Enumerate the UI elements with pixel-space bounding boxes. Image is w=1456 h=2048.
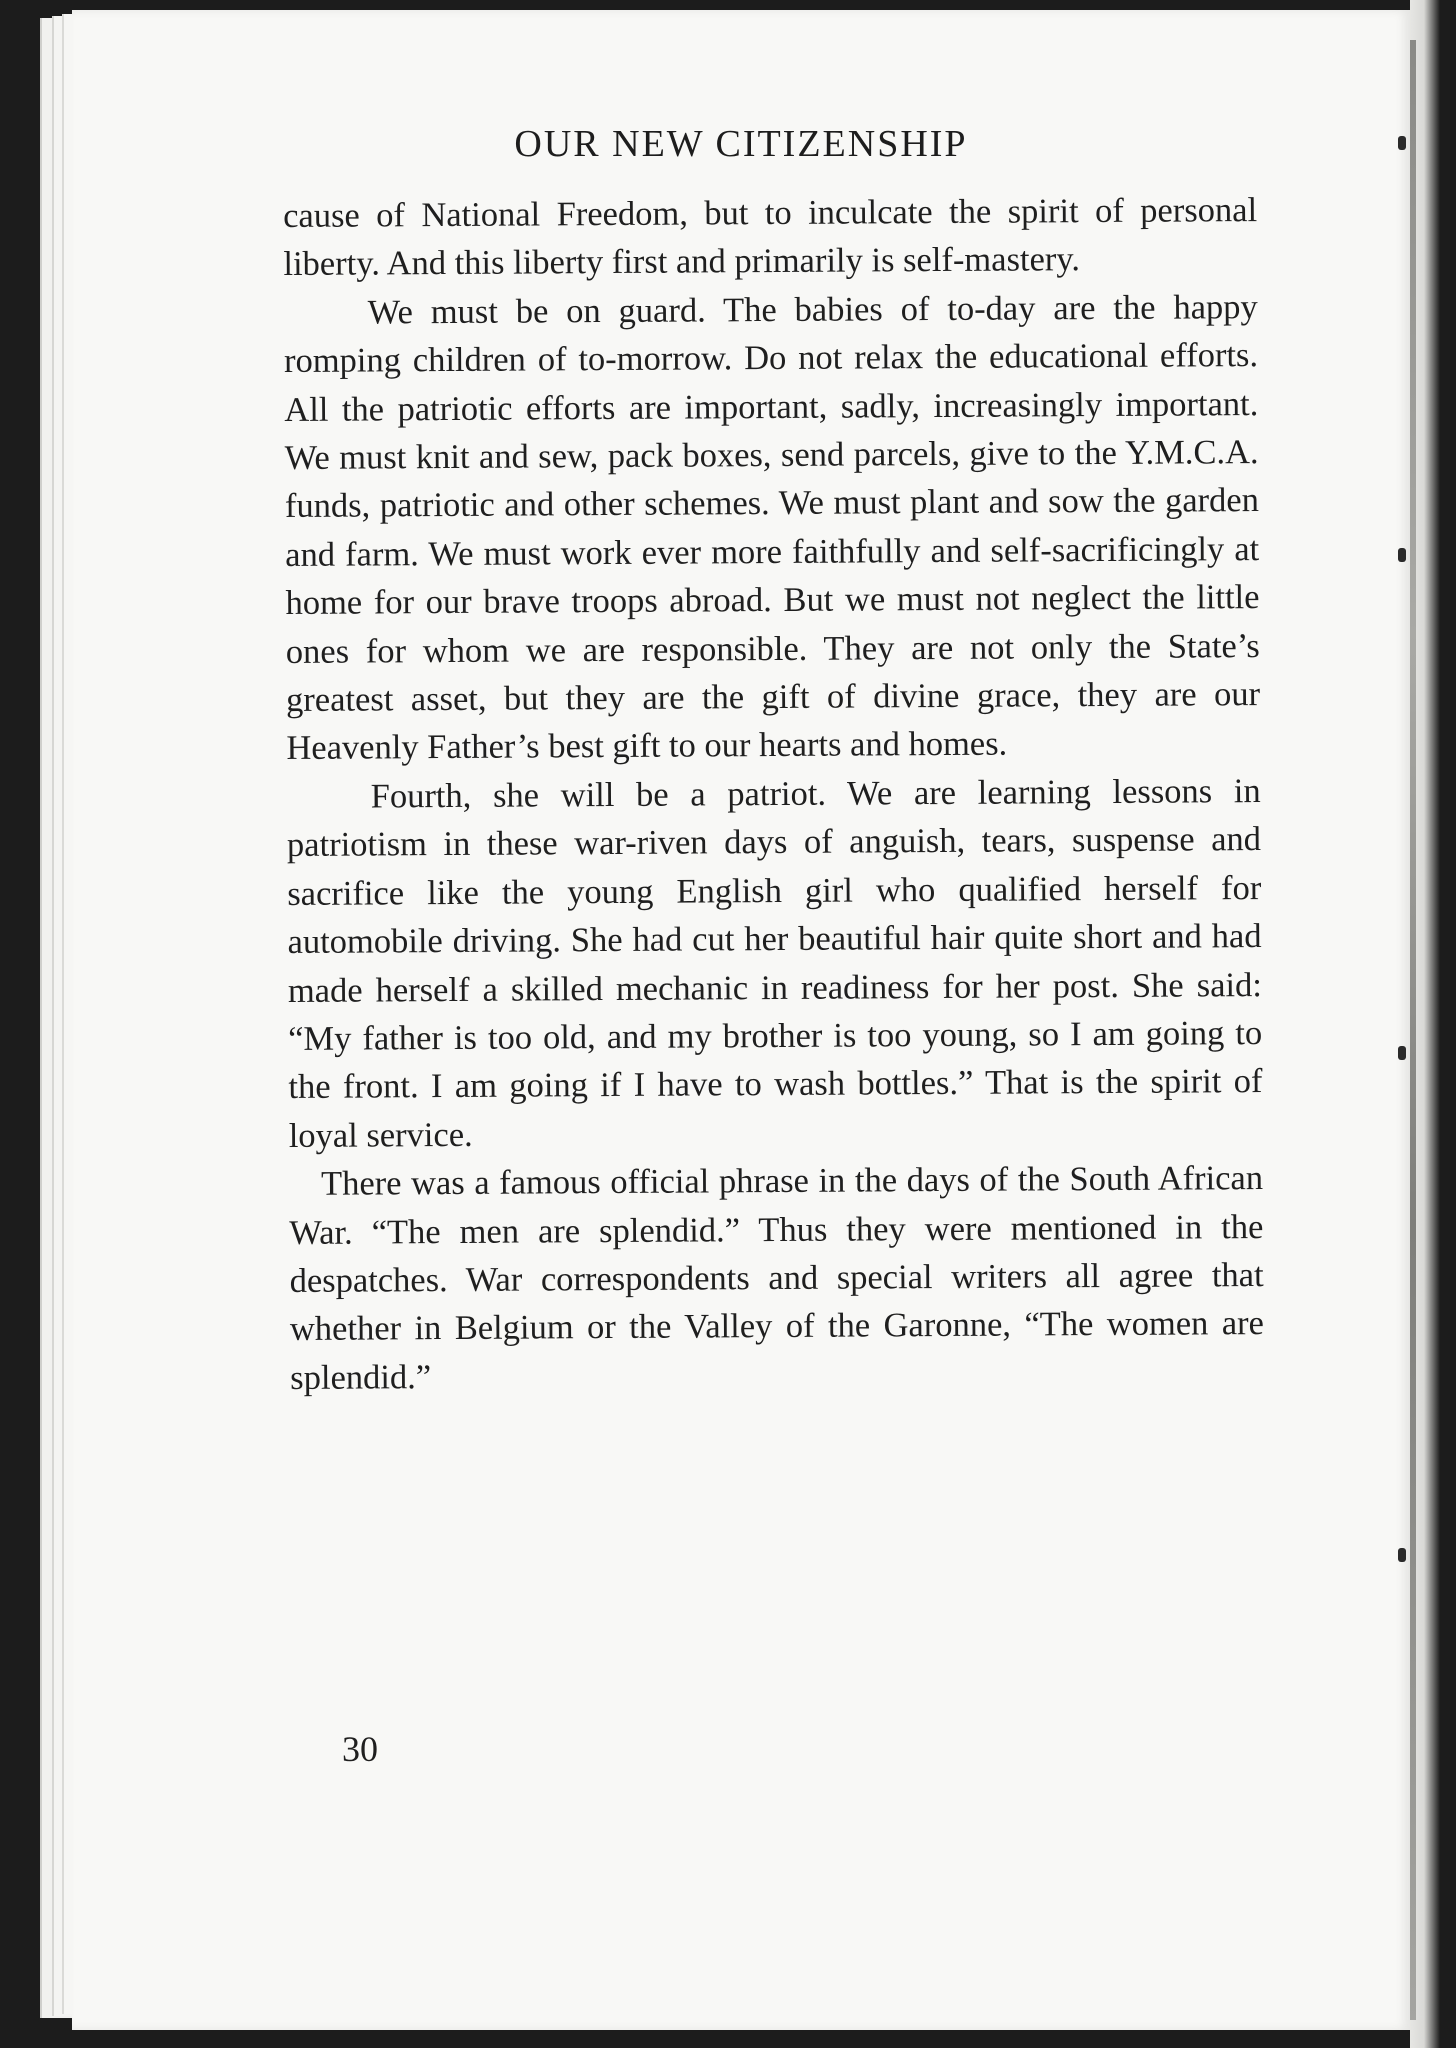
- edge-mark: [1398, 1548, 1406, 1562]
- paragraph: cause of National Freedom, but to inculcate the spirit of personal liberty. And this liberty first and primarily is self-mastery.: [283, 191, 1258, 284]
- paragraph: We must be on guard. The babies of to-day are the happy romping children of to-morrow. Do not relax the educational efforts. All the patriotic efforts are important, sadly, increasingly important. We must knit and sew, pack boxes, send parcels, give to the Y.M.C.A. funds, patriotic and other schemes. We must plant and sow the garden and farm. We must work ever more faithfully and self-sacrificingly at home for our brave troops abroad. But we must not neglect the little ones for whom we are responsible. They are not only the State’s greatest asset, but they are the gift of divine grace, they are our Heavenly Father’s best gift to our hearts and homes.: [283, 287, 1261, 768]
- page-number: 30: [342, 1729, 378, 1769]
- book-spine-edge: [1410, 0, 1456, 2048]
- paragraph: There was a famous official phrase in the days of the South African War. “The men are splendid.” Thus they were mentioned in the despatches. War correspondents and special writers all agree that whether in Belgium or the Valley of the Garonne, “The women are splendid.”: [289, 1159, 1265, 1397]
- binding-line: [1410, 40, 1416, 2020]
- edge-mark: [1398, 548, 1406, 562]
- edge-mark: [1398, 1046, 1406, 1060]
- paragraph: Fourth, she will be a patriot. We are learning lessons in patriotism in these war-riven days of anguish, tears, suspense and sacrifice like the young English girl who qualified herself for automobile driving. She had cut her beautiful hair quite short and had made herself a skilled mechanic in readiness for her post. She said: “My father is too old, and my brother is too young, so I am going to the front. I am going if I have to wash bottles.” That is the spirit of loyal service.: [286, 771, 1263, 1155]
- body-text: [283, 186, 1264, 1402]
- running-head: OUR NEW CITIZENSHIP: [514, 123, 968, 165]
